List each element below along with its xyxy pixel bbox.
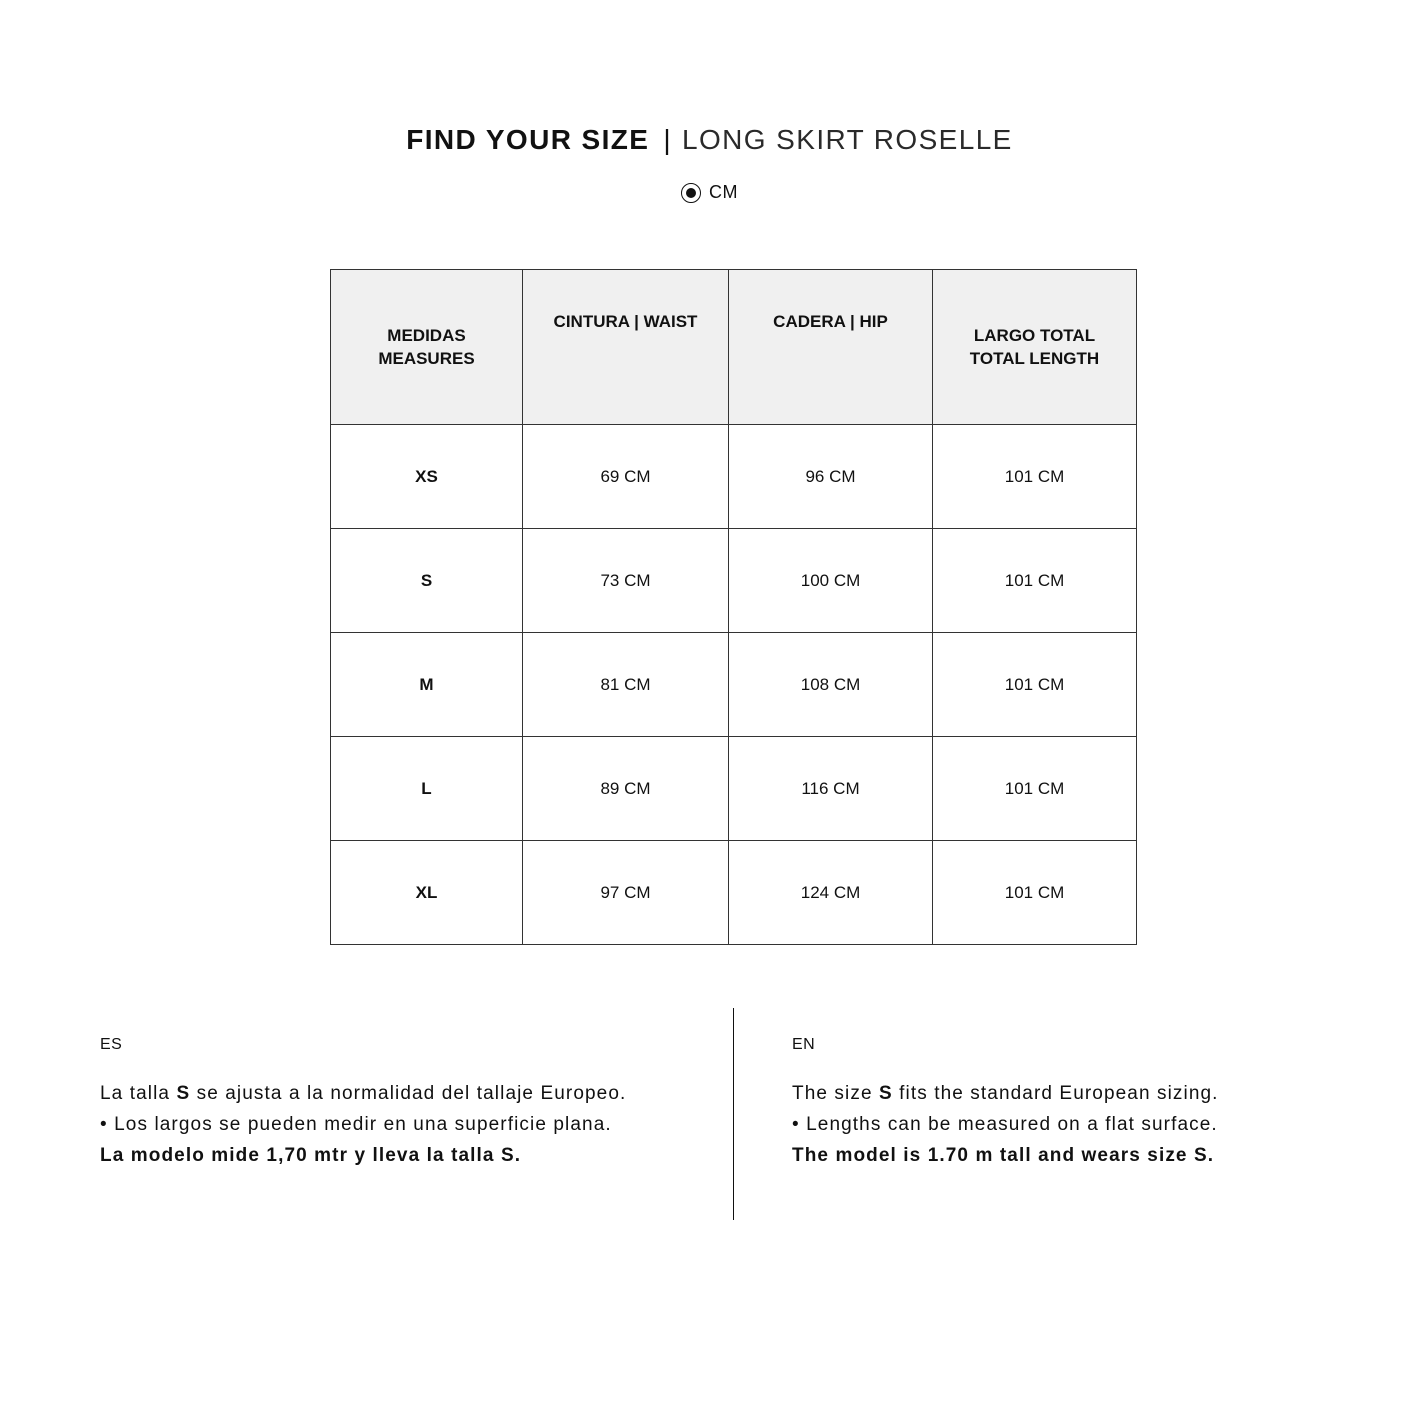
header-waist: [523, 270, 729, 425]
note-model-es: La modelo mide 1,70 mtr y lleva la talla S.: [100, 1145, 522, 1166]
header-length: [933, 270, 1137, 425]
note-model-en: The model is 1.70 m tall and wears size S.: [792, 1145, 1215, 1166]
title-separator: |: [663, 124, 673, 155]
size-cell: L: [331, 737, 523, 841]
size-notes: [0, 1008, 1419, 1220]
notes-spanish: [100, 1036, 626, 1171]
note-measure-es: • Los largos se pueden medir en una superficie plana.: [100, 1114, 612, 1135]
column-divider: [733, 1008, 734, 1220]
lang-label-es: ES: [100, 1036, 123, 1053]
length-cell: 101 CM: [933, 841, 1137, 945]
note-fit-es: La talla S se ajusta a la normalidad del tallaje Europeo.: [100, 1083, 627, 1104]
note-fit-en: The size S fits the standard European sizing.: [792, 1083, 1219, 1104]
lang-label-en: EN: [792, 1036, 816, 1053]
title-main: FIND YOUR SIZE: [406, 124, 650, 155]
size-cell: M: [331, 633, 523, 737]
page-title: [0, 124, 1419, 156]
waist-cell: 97 CM: [523, 841, 729, 945]
table-header-row: [331, 270, 1137, 425]
size-cell: S: [331, 529, 523, 633]
waist-cell: 69 CM: [523, 425, 729, 529]
notes-english: [792, 1036, 1219, 1171]
waist-cell: 89 CM: [523, 737, 729, 841]
header-length-es: LARGO TOTAL: [973, 326, 1096, 345]
note-measure-en: • Lengths can be measured on a flat surface.: [792, 1114, 1218, 1135]
header-hip: [729, 270, 933, 425]
header-hip-label: CADERA | HIP: [773, 312, 888, 331]
length-cell: 101 CM: [933, 737, 1137, 841]
hip-cell: 124 CM: [729, 841, 933, 945]
unit-label: CM: [709, 182, 738, 202]
header-measures: [331, 270, 523, 425]
header-measures-es: MEDIDAS: [387, 326, 466, 345]
table-row: [331, 633, 1137, 737]
header-waist-label: CINTURA | WAIST: [553, 312, 698, 331]
unit-selector[interactable]: [0, 182, 1419, 203]
waist-cell: 73 CM: [523, 529, 729, 633]
size-table: [330, 269, 1137, 945]
length-cell: 101 CM: [933, 633, 1137, 737]
hip-cell: 100 CM: [729, 529, 933, 633]
header-measures-en: MEASURES: [378, 349, 475, 368]
length-cell: 101 CM: [933, 425, 1137, 529]
hip-cell: 116 CM: [729, 737, 933, 841]
radio-selected-icon[interactable]: [681, 183, 701, 203]
table-row: [331, 841, 1137, 945]
waist-cell: 81 CM: [523, 633, 729, 737]
hip-cell: 96 CM: [729, 425, 933, 529]
size-cell: XL: [331, 841, 523, 945]
hip-cell: 108 CM: [729, 633, 933, 737]
table-row: [331, 529, 1137, 633]
size-cell: XS: [331, 425, 523, 529]
title-product: LONG SKIRT ROSELLE: [682, 124, 1013, 155]
length-cell: 101 CM: [933, 529, 1137, 633]
header-length-en: TOTAL LENGTH: [969, 349, 1100, 368]
table-row: [331, 737, 1137, 841]
table-row: [331, 425, 1137, 529]
